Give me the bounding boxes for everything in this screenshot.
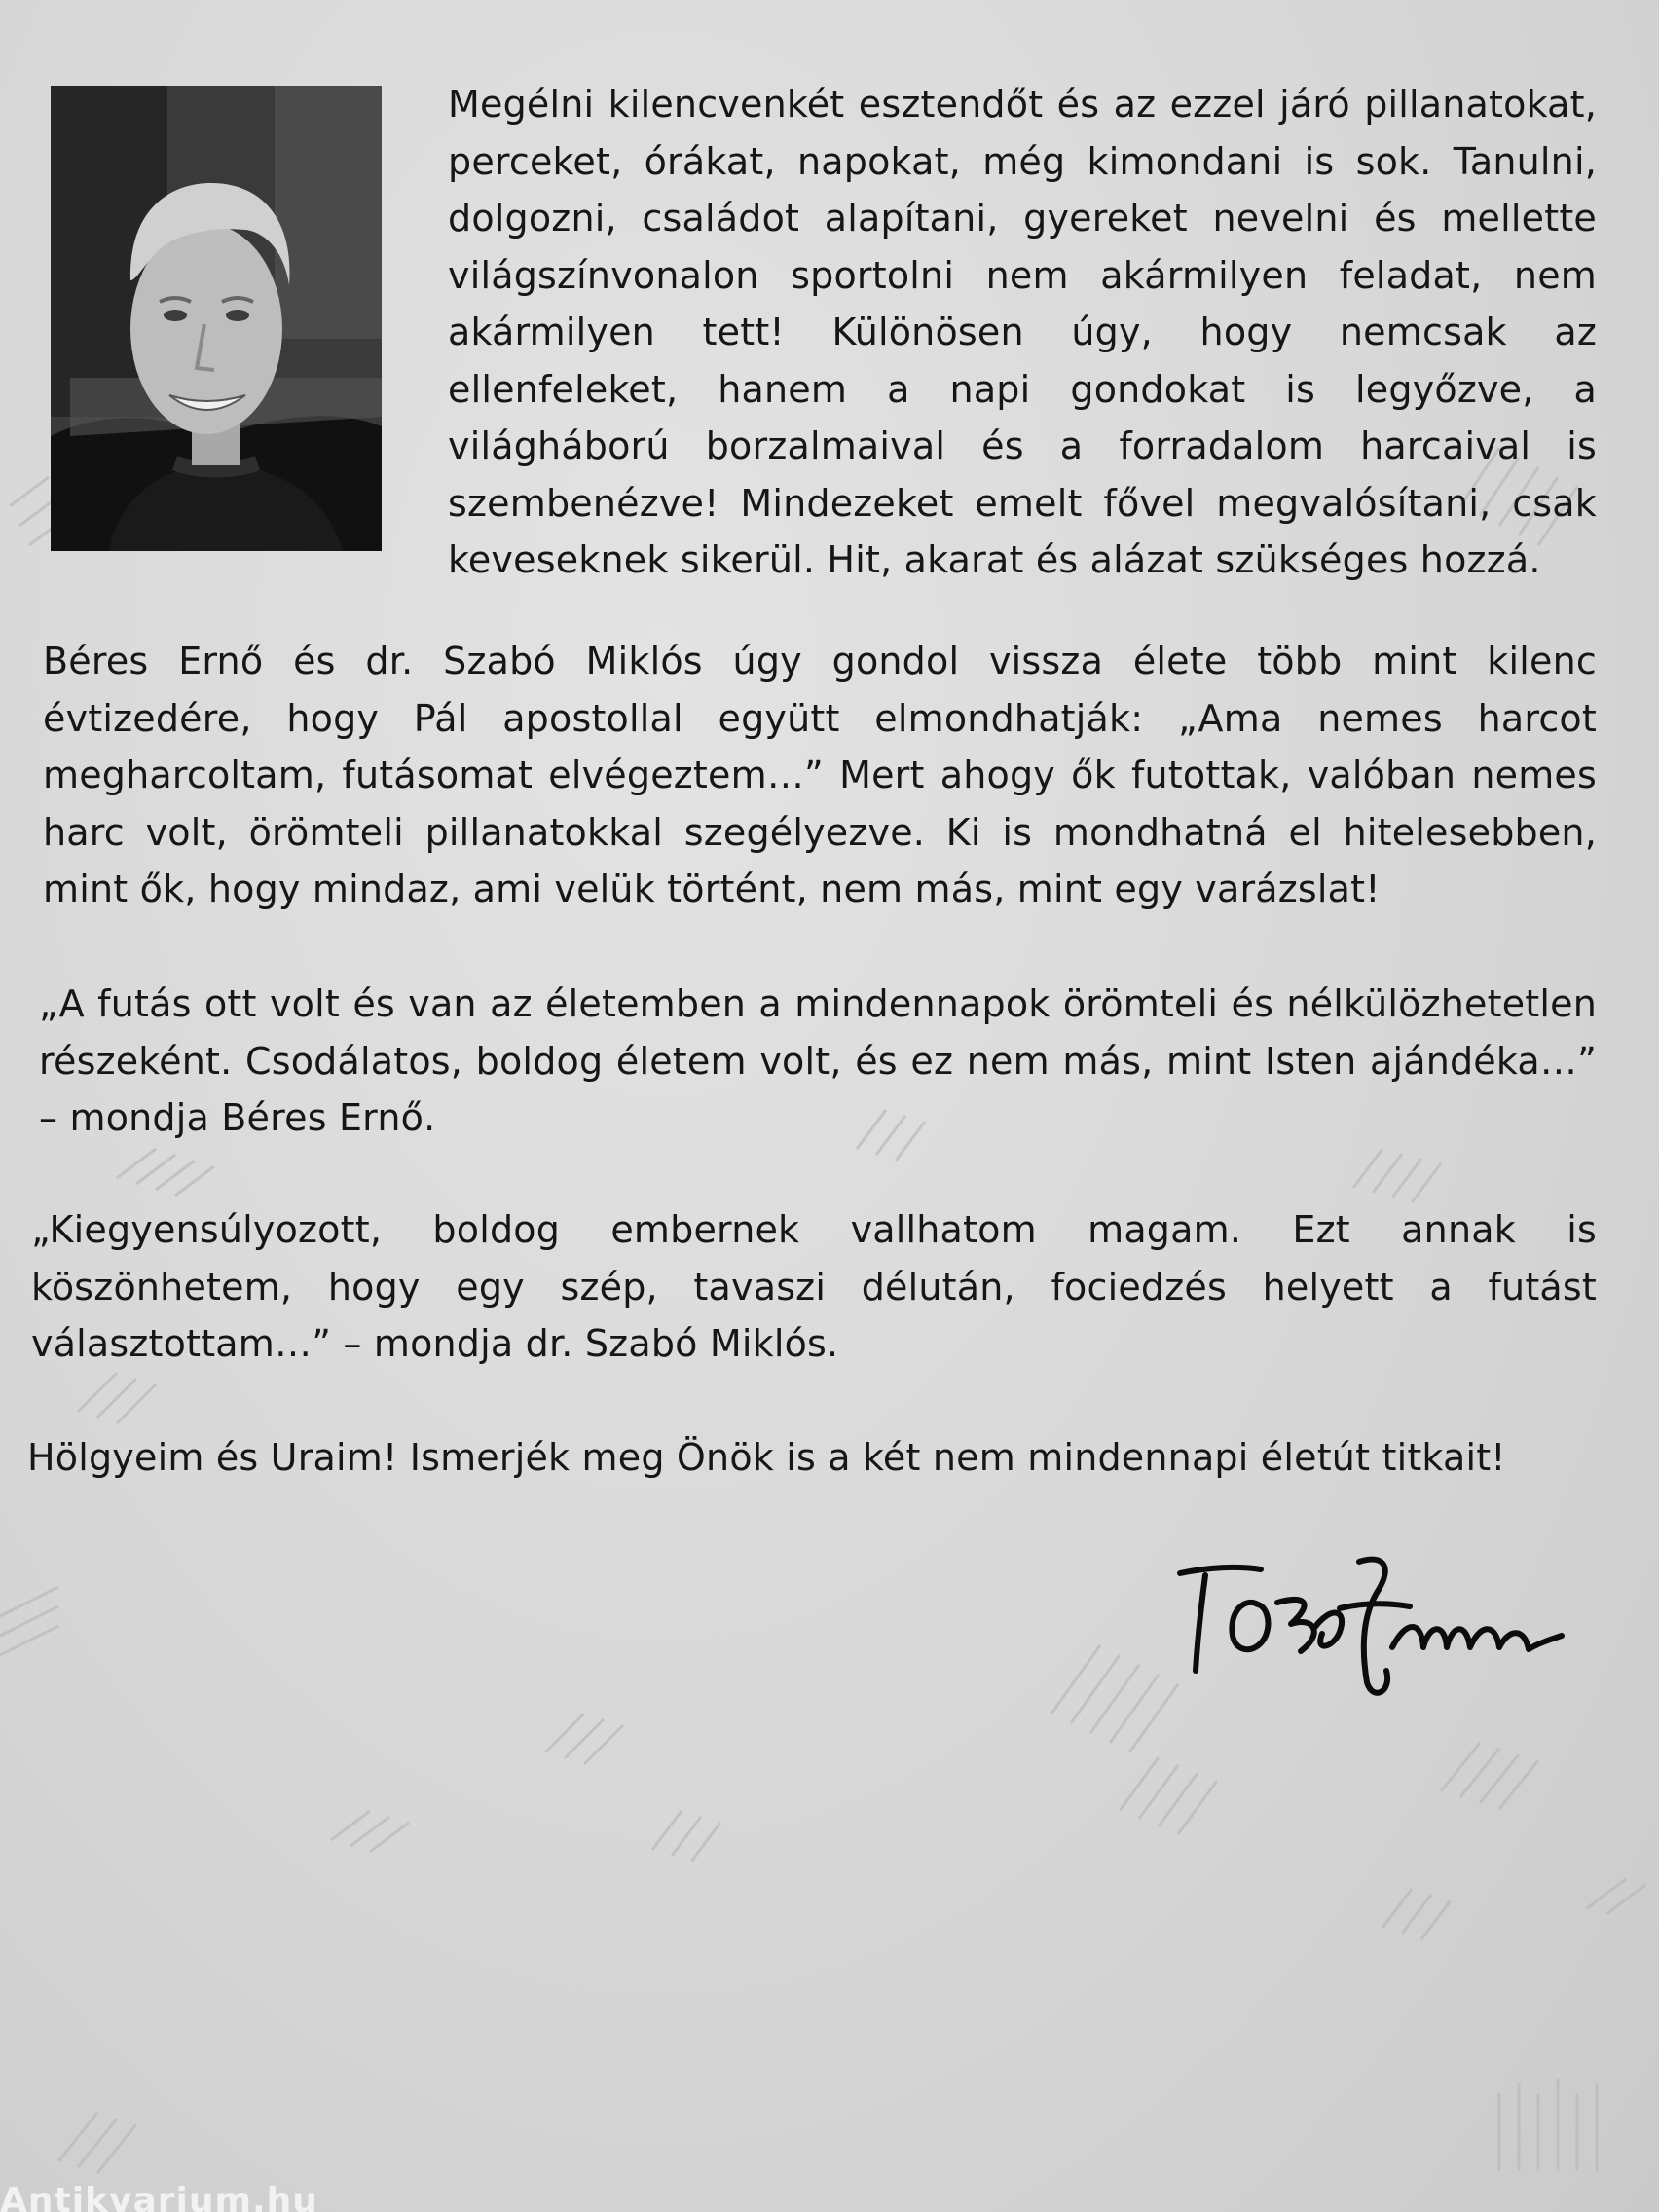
intro-paragraph: Megélni kilencvenkét esztendőt és az ezzel járó pillanatokat, perceket, órákat, napokat, még kimondani is sok. Tanulni, dolgozni, családot alapítani, gyereket nevelni és mellette világszínvonalon sportolni nem akármilyen feladat, nem akármilyen tett! Különösen úgy, hogy nemcsak az ellenfeleket, hanem a napi gondokat is legyőzve, a világháború borzalmaival és a forradalom harcaival is szembenézve! Mindezeket emelt fővel megvalósítani, csak keveseknek sikerül. Hit, akarat és alázat szükséges hozzá.	[448, 83, 1597, 581]
portrait-illustration	[51, 86, 382, 551]
handwritten-signature	[1168, 1546, 1577, 1712]
szabo-quote-paragraph: „Kiegyensúlyozott, boldog embernek vallhatom magam. Ezt annak is köszönhetem, hogy egy szép, tavaszi délután, fociedzés helyett a futást választottam…” – mondja dr. Szabó Miklós.	[31, 1208, 1597, 1365]
site-watermark: Antikvarium.hu	[0, 2181, 318, 2212]
beres-quote-paragraph: „A futás ott volt és van az életemben a mindennapok örömteli és nélkülözhetetlen részeként. Csodálatos, boldog életem volt, és ez nem más, mint Isten ajándéka…” – mondja Béres Ernő.	[39, 982, 1597, 1139]
author-portrait-photo	[51, 86, 382, 551]
closing-paragraph: Hölgyeim és Uraim! Ismerjék meg Önök is a két nem mindennapi életút titkait!	[27, 1436, 1506, 1479]
apostle-quote-paragraph: Béres Ernő és dr. Szabó Miklós úgy gondol vissza élete több mint kilenc évtizedére, hogy Pál apostollal együtt elmondhatják: „Ama nemes harcot megharcoltam, futásomat elvégeztem…” Mert ahogy ők futottak, valóban nemes harc volt, örömteli pillanatokkal szegélyezve. Ki is mondhatná el hitelesebben, mint ők, hogy mindaz, ami velük történt, nem más, mint egy varázslat!	[43, 640, 1597, 910]
